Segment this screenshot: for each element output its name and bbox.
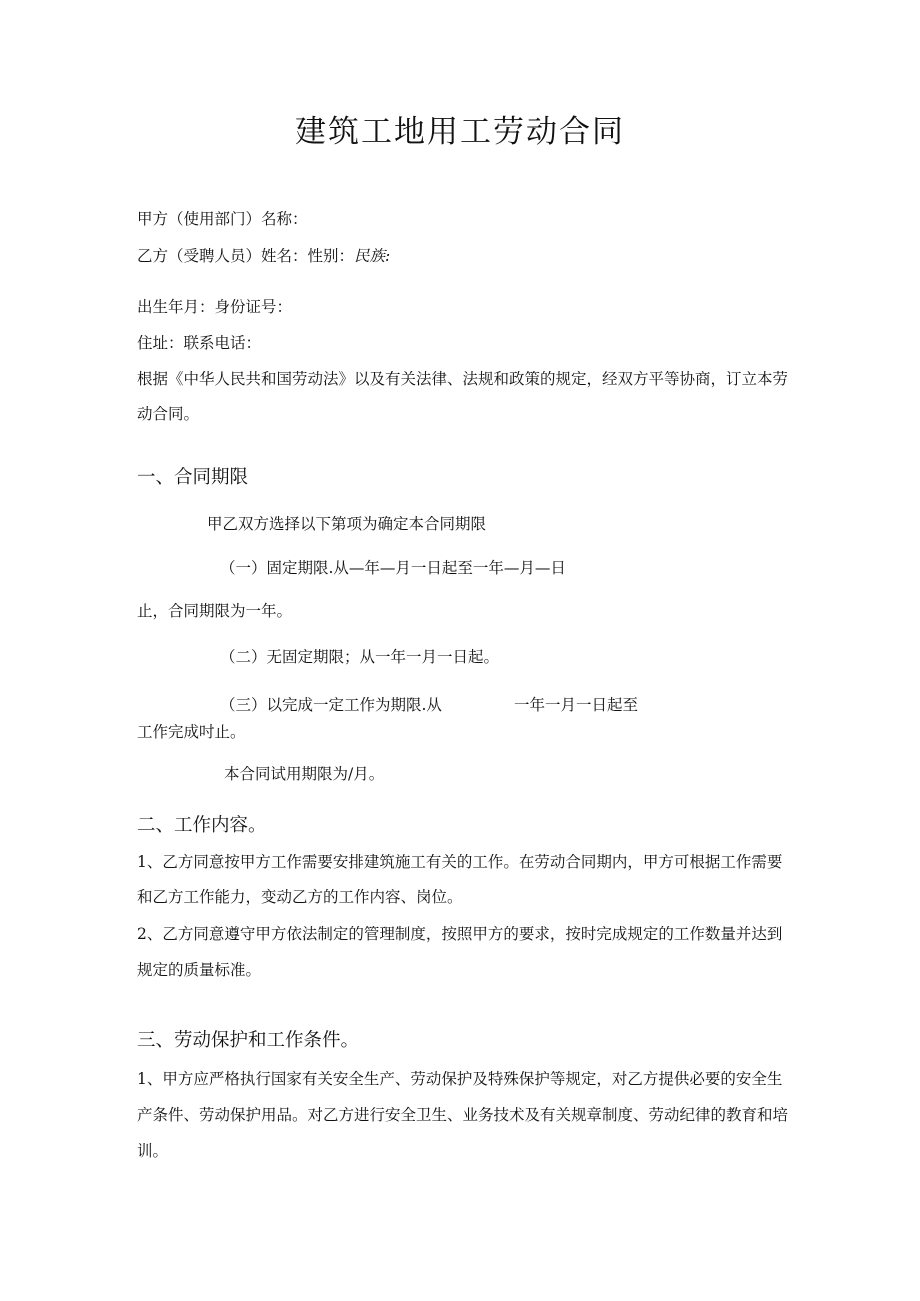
fixed-term-line-1: （一）固定期限.从—年—月一日起至一年—月—日	[220, 559, 566, 577]
term-choice-text: 甲乙双方选择以下第项为确定本合同期限	[207, 515, 487, 533]
party-b-label: 乙方（受聘人员）姓名：性别：	[137, 247, 355, 265]
intro-line-2: 动合同。	[137, 405, 200, 423]
probation-text: 本合同试用期限为/月。	[224, 765, 385, 783]
task-term-part-2: 一年一月一日起至	[514, 696, 639, 714]
party-b-field	[137, 246, 390, 266]
work-item-1-line-2: 和乙方工作能力，变动乙方的工作内容、岗位。	[137, 888, 463, 906]
work-item-1-line-1: 1、乙方同意按甲方工作需要安排建筑施工有关的工作。在劳动合同期内，甲方可根据工作需要	[137, 853, 783, 871]
document-title: 建筑工地用工劳动合同	[295, 114, 625, 150]
section-2-heading: 二、工作内容。	[137, 815, 267, 836]
work-item-2-line-2: 规定的质量标准。	[137, 961, 262, 979]
party-b-ethnicity-label: 民族:	[354, 247, 391, 265]
address-phone-field: 住址：联系电话：	[137, 334, 262, 352]
section-1-heading: 一、合同期限	[137, 467, 249, 488]
protection-item-1-line-3: 训。	[137, 1142, 169, 1160]
protection-item-1-line-1: 1、甲方应严格执行国家有关安全生产、劳动保护及特殊保护等规定，对乙方提供必要的安全生	[137, 1070, 783, 1088]
section-3-heading: 三、劳动保护和工作条件。	[137, 1030, 360, 1051]
party-a-field: 甲方（使用部门）名称：	[137, 210, 308, 228]
fixed-term-line-2: 止，合同期限为一年。	[137, 602, 293, 620]
birth-id-field: 出生年月：身份证号：	[137, 298, 293, 316]
task-term-part-1: （三）以完成一定工作为期限.从	[220, 696, 442, 714]
open-term-text: （二）无固定期限；从一年一月一日起。	[220, 648, 500, 666]
protection-item-1-line-2: 产条件、劳动保护用品。对乙方进行安全卫生、业务技术及有关规章制度、劳动纪律的教育和培	[137, 1106, 789, 1124]
task-term-line-2: 工作完成吋止。	[137, 723, 246, 741]
work-item-2-line-1: 2、乙方同意遵守甲方依法制定的管理制度，按照甲方的要求，按时完成规定的工作数量并达到	[137, 925, 783, 943]
intro-line-1: 根据《中华人民共和国劳动法》以及有关法律、法规和政策的规定，经双方平等协商，订立本劳	[137, 370, 789, 388]
